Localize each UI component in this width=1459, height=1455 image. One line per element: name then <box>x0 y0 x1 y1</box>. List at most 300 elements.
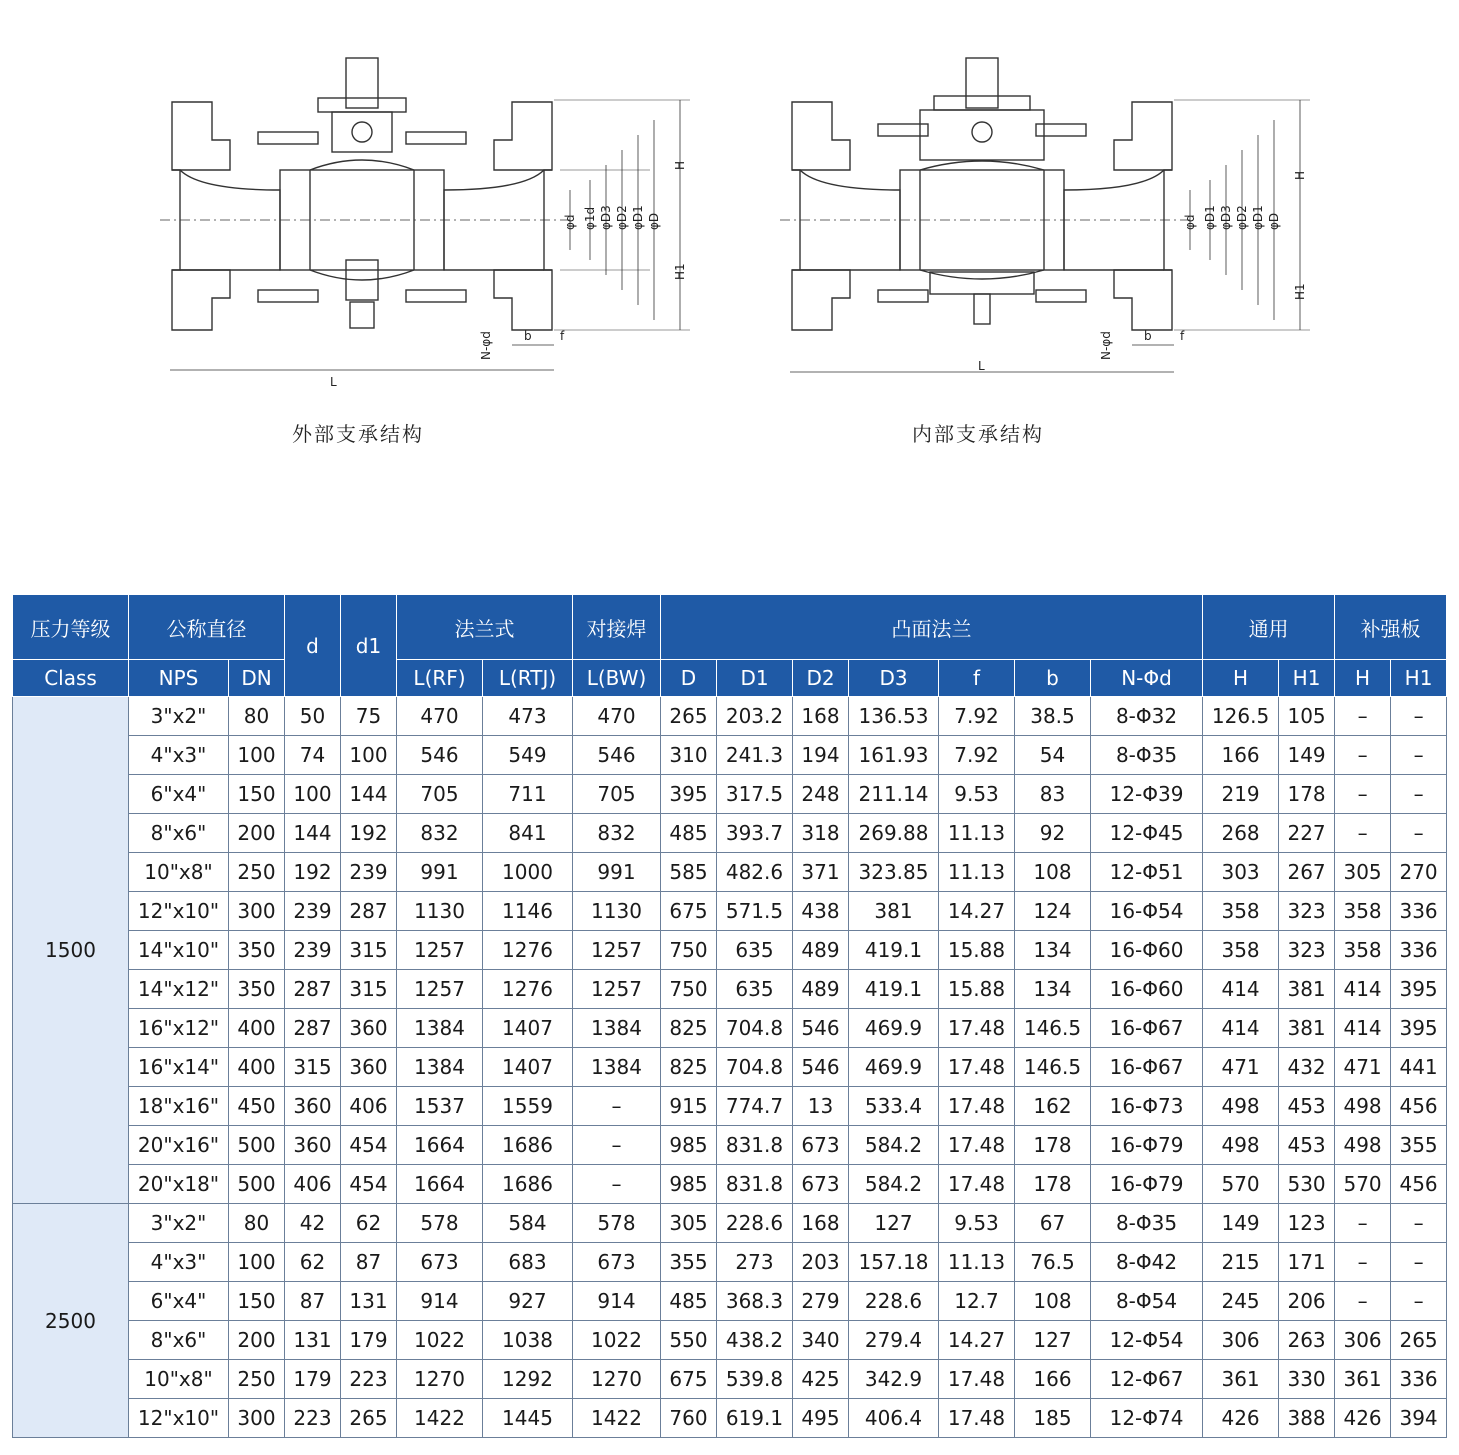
label-phi-D: φD <box>1267 212 1281 230</box>
table-cell: 4"x3" <box>129 1243 229 1282</box>
table-cell: 1270 <box>573 1360 661 1399</box>
table-cell: 124 <box>1015 892 1091 931</box>
table-cell: 400 <box>229 1009 285 1048</box>
table-cell: 1384 <box>397 1009 483 1048</box>
table-cell: – <box>1391 814 1447 853</box>
table-cell: 8"x6" <box>129 814 229 853</box>
table-cell: 105 <box>1279 697 1335 736</box>
table-cell: 414 <box>1203 1009 1279 1048</box>
table-cell: 149 <box>1203 1204 1279 1243</box>
table-cell: 1022 <box>397 1321 483 1360</box>
table-cell: 361 <box>1203 1360 1279 1399</box>
table-cell: 100 <box>285 775 341 814</box>
header-D3: D3 <box>849 660 939 697</box>
table-cell: 287 <box>285 1009 341 1048</box>
table-cell: 438.2 <box>717 1321 793 1360</box>
label-phi-D: φD <box>647 212 661 230</box>
table-cell: 471 <box>1335 1048 1391 1087</box>
table-cell: 16-Φ67 <box>1091 1009 1203 1048</box>
table-cell: 635 <box>717 970 793 1009</box>
table-cell: 11.13 <box>939 853 1015 892</box>
table-cell: 832 <box>573 814 661 853</box>
table-cell: 539.8 <box>717 1360 793 1399</box>
table-cell: 498 <box>1203 1087 1279 1126</box>
header-flanged: 法兰式 <box>397 595 573 660</box>
table-cell: 80 <box>229 697 285 736</box>
table-row <box>13 775 1447 814</box>
table-cell: – <box>1335 1282 1391 1321</box>
table-cell: 825 <box>661 1009 717 1048</box>
table-cell: 584.2 <box>849 1165 939 1204</box>
table-cell: 381 <box>1279 970 1335 1009</box>
table-cell: 315 <box>341 970 397 1009</box>
table-cell: 14.27 <box>939 1321 1015 1360</box>
table-cell: 144 <box>285 814 341 853</box>
spec-table-container <box>12 594 1446 1438</box>
table-cell: 11.13 <box>939 814 1015 853</box>
table-cell: 131 <box>285 1321 341 1360</box>
table-cell: 1407 <box>483 1048 573 1087</box>
header-butt-weld: 对接焊 <box>573 595 661 660</box>
table-cell: 223 <box>285 1399 341 1438</box>
table-cell: 342.9 <box>849 1360 939 1399</box>
table-cell: 450 <box>229 1087 285 1126</box>
table-cell: 454 <box>341 1165 397 1204</box>
table-cell: 456 <box>1391 1087 1447 1126</box>
table-cell: 371 <box>793 853 849 892</box>
table-cell: 248 <box>793 775 849 814</box>
table-cell: 14"x12" <box>129 970 229 1009</box>
table-cell: 336 <box>1391 1360 1447 1399</box>
label-phi-d: φd <box>1183 214 1197 230</box>
table-cell: 287 <box>341 892 397 931</box>
table-cell: 426 <box>1203 1399 1279 1438</box>
table-cell: 470 <box>397 697 483 736</box>
table-cell: 179 <box>285 1360 341 1399</box>
table-cell: 62 <box>341 1204 397 1243</box>
table-cell: 10"x8" <box>129 853 229 892</box>
table-cell: 1686 <box>483 1165 573 1204</box>
table-cell: 4"x3" <box>129 736 229 775</box>
table-row <box>13 1360 1447 1399</box>
header-D: D <box>661 660 717 697</box>
table-cell: 83 <box>1015 775 1091 814</box>
table-cell: 168 <box>793 697 849 736</box>
table-cell: 200 <box>229 814 285 853</box>
table-cell: 500 <box>229 1165 285 1204</box>
table-cell: – <box>1391 736 1447 775</box>
table-cell: 161.93 <box>849 736 939 775</box>
table-row <box>13 1243 1447 1282</box>
table-cell: 87 <box>341 1243 397 1282</box>
table-cell: 15.88 <box>939 931 1015 970</box>
table-cell: 323.85 <box>849 853 939 892</box>
table-cell: 1000 <box>483 853 573 892</box>
table-cell: 1686 <box>483 1126 573 1165</box>
table-cell: 550 <box>661 1321 717 1360</box>
table-cell: 470 <box>573 697 661 736</box>
table-cell: 194 <box>793 736 849 775</box>
table-cell: 489 <box>793 931 849 970</box>
label-n-phi-d: N-φd <box>479 331 493 360</box>
table-row <box>13 1282 1447 1321</box>
table-cell: 704.8 <box>717 1048 793 1087</box>
header-nominal-diameter: 公称直径 <box>129 595 285 660</box>
table-cell: 355 <box>661 1243 717 1282</box>
label-phi-D2: φD2 <box>1235 205 1249 230</box>
table-cell: 394 <box>1391 1399 1447 1438</box>
table-cell: 323 <box>1279 892 1335 931</box>
header-D1: D1 <box>717 660 793 697</box>
table-cell: 15.88 <box>939 970 1015 1009</box>
table-cell: 11.13 <box>939 1243 1015 1282</box>
label-L: L <box>330 375 337 389</box>
table-cell: 673 <box>793 1165 849 1204</box>
table-cell: 16"x12" <box>129 1009 229 1048</box>
table-cell: 8-Φ32 <box>1091 697 1203 736</box>
table-row <box>13 892 1447 931</box>
table-cell: 675 <box>661 892 717 931</box>
table-cell: 310 <box>661 736 717 775</box>
table-cell: 358 <box>1203 931 1279 970</box>
table-cell: 241.3 <box>717 736 793 775</box>
table-cell: 991 <box>573 853 661 892</box>
table-cell: 7.92 <box>939 736 1015 775</box>
table-cell: 92 <box>1015 814 1091 853</box>
table-cell: 498 <box>1203 1126 1279 1165</box>
table-cell: 705 <box>573 775 661 814</box>
table-cell: 546 <box>793 1048 849 1087</box>
table-cell: 185 <box>1015 1399 1091 1438</box>
table-cell: 144 <box>341 775 397 814</box>
table-cell: 985 <box>661 1126 717 1165</box>
table-cell: 268 <box>1203 814 1279 853</box>
table-cell: 123 <box>1279 1204 1335 1243</box>
table-cell: 250 <box>229 1360 285 1399</box>
table-cell: – <box>1391 1204 1447 1243</box>
table-cell: 80 <box>229 1204 285 1243</box>
table-cell: 360 <box>341 1009 397 1048</box>
table-cell: 1276 <box>483 931 573 970</box>
table-cell: 454 <box>341 1126 397 1165</box>
table-cell: 149 <box>1279 736 1335 775</box>
table-cell: 441 <box>1391 1048 1447 1087</box>
table-cell: 157.18 <box>849 1243 939 1282</box>
table-cell: 8"x6" <box>129 1321 229 1360</box>
table-cell: 498 <box>1335 1126 1391 1165</box>
table-cell: 832 <box>397 814 483 853</box>
table-cell: 498 <box>1335 1087 1391 1126</box>
table-cell: 1292 <box>483 1360 573 1399</box>
table-cell: 927 <box>483 1282 573 1321</box>
table-cell: 578 <box>397 1204 483 1243</box>
table-cell: 841 <box>483 814 573 853</box>
table-cell: 500 <box>229 1126 285 1165</box>
table-row <box>13 1204 1447 1243</box>
table-cell: 16"x14" <box>129 1048 229 1087</box>
table-cell: 3"x2" <box>129 697 229 736</box>
pressure-class-cell: 2500 <box>13 1204 129 1438</box>
table-cell: 8-Φ35 <box>1091 736 1203 775</box>
header-reinforcing-plate: 补强板 <box>1335 595 1447 660</box>
table-cell: 825 <box>661 1048 717 1087</box>
table-cell: 340 <box>793 1321 849 1360</box>
table-cell: 16-Φ73 <box>1091 1087 1203 1126</box>
table-cell: 146.5 <box>1015 1048 1091 1087</box>
header-general-H: H <box>1203 660 1279 697</box>
table-cell: 305 <box>1335 853 1391 892</box>
table-cell: 361 <box>1335 1360 1391 1399</box>
label-b: b <box>524 329 532 343</box>
table-cell: 1257 <box>397 970 483 1009</box>
table-cell: 17.48 <box>939 1360 1015 1399</box>
table-cell: 227 <box>1279 814 1335 853</box>
table-cell: 306 <box>1335 1321 1391 1360</box>
table-cell: 425 <box>793 1360 849 1399</box>
header-general: 通用 <box>1203 595 1335 660</box>
table-cell: 360 <box>341 1048 397 1087</box>
table-cell: 355 <box>1391 1126 1447 1165</box>
table-cell: 6"x4" <box>129 775 229 814</box>
table-cell: 20"x18" <box>129 1165 229 1204</box>
table-cell: 1559 <box>483 1087 573 1126</box>
table-cell: 1257 <box>573 931 661 970</box>
label-phi-1d: φ1d <box>583 206 597 230</box>
table-cell: 8-Φ54 <box>1091 1282 1203 1321</box>
table-cell: 395 <box>1391 970 1447 1009</box>
table-cell: 414 <box>1203 970 1279 1009</box>
table-row <box>13 697 1447 736</box>
table-cell: 178 <box>1015 1126 1091 1165</box>
label-phi-D1: φD1 <box>631 205 645 230</box>
table-cell: 16-Φ54 <box>1091 892 1203 931</box>
table-cell: 831.8 <box>717 1165 793 1204</box>
table-cell: 705 <box>397 775 483 814</box>
table-cell: 760 <box>661 1399 717 1438</box>
table-cell: 453 <box>1279 1126 1335 1165</box>
table-row <box>13 1048 1447 1087</box>
table-cell: 16-Φ79 <box>1091 1126 1203 1165</box>
table-cell: 570 <box>1203 1165 1279 1204</box>
header-raised-face: 凸面法兰 <box>661 595 1203 660</box>
table-cell: 1257 <box>397 931 483 970</box>
table-cell: 108 <box>1015 1282 1091 1321</box>
pressure-class-cell: 1500 <box>13 697 129 1204</box>
table-cell: 16-Φ79 <box>1091 1165 1203 1204</box>
table-cell: 336 <box>1391 892 1447 931</box>
table-cell: 50 <box>285 697 341 736</box>
table-cell: 166 <box>1015 1360 1091 1399</box>
table-cell: – <box>1391 1243 1447 1282</box>
header-dn: DN <box>229 660 285 697</box>
table-cell: 8-Φ35 <box>1091 1204 1203 1243</box>
table-cell: 473 <box>483 697 573 736</box>
table-cell: 571.5 <box>717 892 793 931</box>
table-cell: 330 <box>1279 1360 1335 1399</box>
table-cell: 192 <box>285 853 341 892</box>
label-phi-D1: φD1 <box>1251 205 1265 230</box>
table-cell: 578 <box>573 1204 661 1243</box>
table-cell: 108 <box>1015 853 1091 892</box>
table-cell: 303 <box>1203 853 1279 892</box>
table-cell: 203.2 <box>717 697 793 736</box>
table-cell: 570 <box>1335 1165 1391 1204</box>
table-cell: 584 <box>483 1204 573 1243</box>
table-cell: 7.92 <box>939 697 1015 736</box>
table-cell: – <box>573 1165 661 1204</box>
table-row <box>13 814 1447 853</box>
table-cell: 426 <box>1335 1399 1391 1438</box>
table-cell: 533.4 <box>849 1087 939 1126</box>
header-d: d <box>285 595 341 697</box>
header-d1: d1 <box>341 595 397 697</box>
table-cell: 704.8 <box>717 1009 793 1048</box>
table-cell: 100 <box>341 736 397 775</box>
table-cell: 16-Φ60 <box>1091 931 1203 970</box>
table-cell: 150 <box>229 775 285 814</box>
table-row <box>13 1399 1447 1438</box>
table-cell: 711 <box>483 775 573 814</box>
header-f: f <box>939 660 1015 697</box>
spec-table <box>12 594 1447 1438</box>
caption-internal-support: 内部支承结构 <box>912 422 1044 446</box>
table-cell: 360 <box>285 1087 341 1126</box>
table-cell: – <box>1335 814 1391 853</box>
table-cell: 358 <box>1203 892 1279 931</box>
internal-support-drawing <box>770 40 1330 400</box>
table-cell: 18"x16" <box>129 1087 229 1126</box>
table-cell: 368.3 <box>717 1282 793 1321</box>
table-cell: 305 <box>661 1204 717 1243</box>
header-plate-H: H <box>1335 660 1391 697</box>
table-cell: 485 <box>661 1282 717 1321</box>
table-cell: – <box>1335 697 1391 736</box>
table-cell: 1146 <box>483 892 573 931</box>
table-cell: 991 <box>397 853 483 892</box>
table-cell: 127 <box>849 1204 939 1243</box>
table-cell: 3"x2" <box>129 1204 229 1243</box>
header-general-H1: H1 <box>1279 660 1335 697</box>
table-cell: 74 <box>285 736 341 775</box>
table-cell: 495 <box>793 1399 849 1438</box>
table-cell: 16-Φ60 <box>1091 970 1203 1009</box>
table-cell: 12"x10" <box>129 1399 229 1438</box>
table-cell: 673 <box>573 1243 661 1282</box>
table-cell: 336 <box>1391 931 1447 970</box>
label-f: f <box>560 329 565 343</box>
table-cell: 1384 <box>573 1009 661 1048</box>
table-cell: 315 <box>285 1048 341 1087</box>
table-cell: – <box>1335 1243 1391 1282</box>
table-cell: 17.48 <box>939 1087 1015 1126</box>
table-cell: 750 <box>661 931 717 970</box>
table-cell: 482.6 <box>717 853 793 892</box>
table-cell: 171 <box>1279 1243 1335 1282</box>
table-cell: 360 <box>285 1126 341 1165</box>
header-l-rf: L(RF) <box>397 660 483 697</box>
label-phi-D2: φD2 <box>615 205 629 230</box>
table-cell: 381 <box>1279 1009 1335 1048</box>
table-cell: 414 <box>1335 970 1391 1009</box>
table-cell: – <box>573 1126 661 1165</box>
table-cell: 358 <box>1335 931 1391 970</box>
table-cell: 318 <box>793 814 849 853</box>
table-cell: 178 <box>1015 1165 1091 1204</box>
external-support-drawing <box>150 40 710 400</box>
table-cell: 38.5 <box>1015 697 1091 736</box>
table-cell: 100 <box>229 1243 285 1282</box>
table-cell: 350 <box>229 970 285 1009</box>
table-cell: 134 <box>1015 931 1091 970</box>
table-cell: 265 <box>661 697 717 736</box>
table-cell: 219 <box>1203 775 1279 814</box>
table-cell: 1130 <box>397 892 483 931</box>
label-H: H <box>1293 170 1307 180</box>
table-cell: 831.8 <box>717 1126 793 1165</box>
table-cell: 414 <box>1335 1009 1391 1048</box>
table-cell: 12-Φ45 <box>1091 814 1203 853</box>
label-n-phi-d: N-φd <box>1099 331 1113 360</box>
table-cell: 635 <box>717 931 793 970</box>
table-cell: 166 <box>1203 736 1279 775</box>
table-cell: 585 <box>661 853 717 892</box>
table-cell: 12-Φ39 <box>1091 775 1203 814</box>
header-pressure-class: 压力等级 <box>13 595 129 660</box>
header-l-rtj: L(RTJ) <box>483 660 573 697</box>
table-cell: 914 <box>397 1282 483 1321</box>
table-cell: 1422 <box>397 1399 483 1438</box>
table-cell: 546 <box>397 736 483 775</box>
table-cell: 75 <box>341 697 397 736</box>
table-cell: 239 <box>341 853 397 892</box>
table-cell: 17.48 <box>939 1165 1015 1204</box>
table-cell: 1537 <box>397 1087 483 1126</box>
table-cell: 546 <box>793 1009 849 1048</box>
table-cell: 1270 <box>397 1360 483 1399</box>
table-cell: 245 <box>1203 1282 1279 1321</box>
table-cell: 406.4 <box>849 1399 939 1438</box>
table-cell: 350 <box>229 931 285 970</box>
table-cell: 87 <box>285 1282 341 1321</box>
table-cell: 203 <box>793 1243 849 1282</box>
table-cell: 12-Φ67 <box>1091 1360 1203 1399</box>
table-cell: 273 <box>717 1243 793 1282</box>
table-row <box>13 1009 1447 1048</box>
table-cell: 6"x4" <box>129 1282 229 1321</box>
table-cell: 300 <box>229 892 285 931</box>
table-row <box>13 970 1447 1009</box>
label-phi-D3: φD3 <box>1219 205 1233 230</box>
table-cell: – <box>1335 736 1391 775</box>
table-cell: 134 <box>1015 970 1091 1009</box>
table-row <box>13 1087 1447 1126</box>
table-cell: 192 <box>341 814 397 853</box>
table-cell: 485 <box>661 814 717 853</box>
table-cell: 388 <box>1279 1399 1335 1438</box>
table-cell: 1664 <box>397 1126 483 1165</box>
table-row <box>13 853 1447 892</box>
table-cell: 1384 <box>397 1048 483 1087</box>
table-cell: 12-Φ54 <box>1091 1321 1203 1360</box>
table-cell: 223 <box>341 1360 397 1399</box>
table-cell: 317.5 <box>717 775 793 814</box>
table-row <box>13 1126 1447 1165</box>
table-cell: 323 <box>1279 931 1335 970</box>
table-cell: 395 <box>1391 1009 1447 1048</box>
valve-drawing-internal <box>770 40 1330 400</box>
label-H1: H1 <box>1293 283 1307 300</box>
table-cell: 306 <box>1203 1321 1279 1360</box>
